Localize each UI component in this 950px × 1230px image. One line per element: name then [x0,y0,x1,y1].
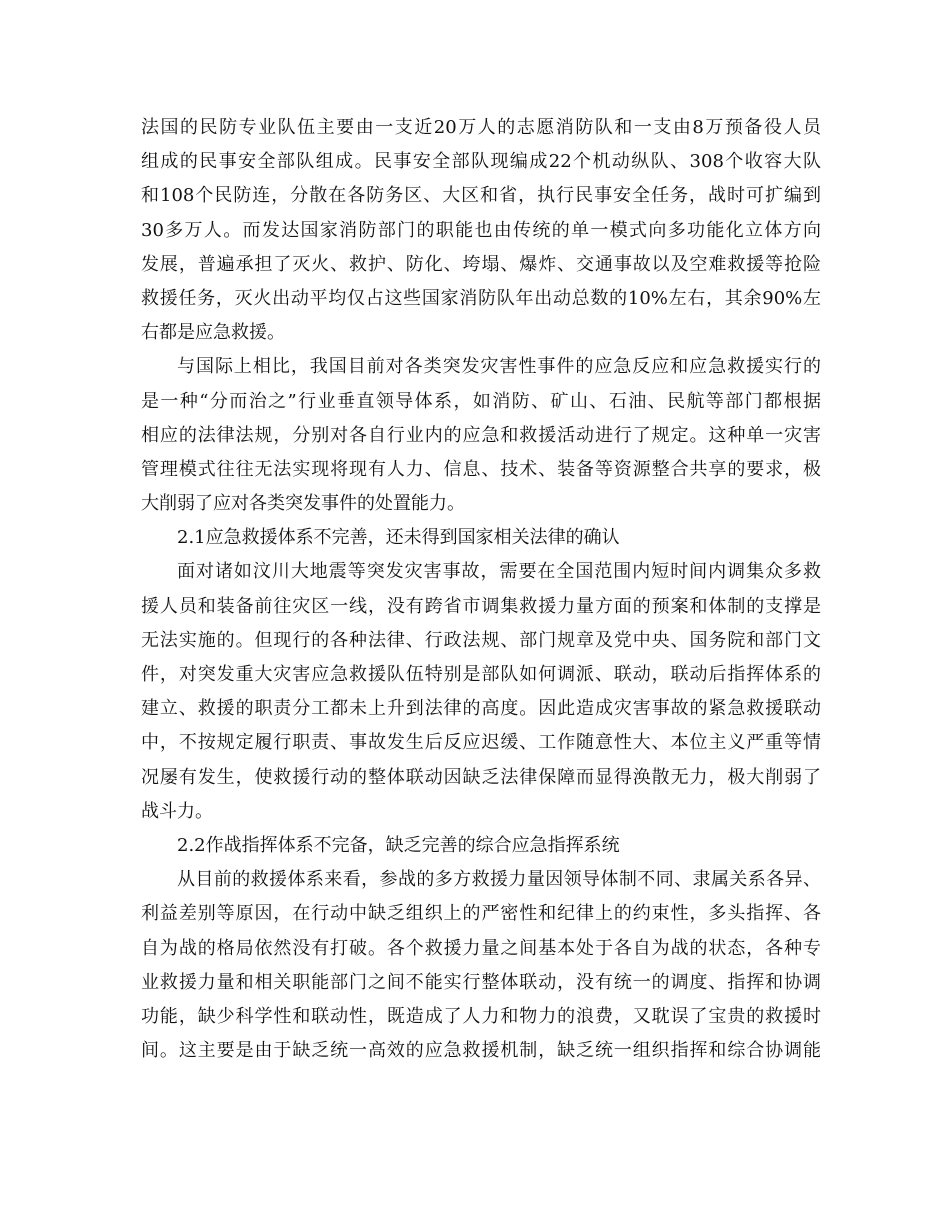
text-line: 件，对突发重大灾害应急救援队伍特别是部队如何调派、联动，联动后指挥体系的 [141,664,821,685]
text-line: 功能，缺少科学性和联动性，既造成了人力和物力的浪费，又耽误了宝贵的救援时 [141,1005,821,1027]
section-heading [141,521,821,555]
text-line: 利益差别等原因，在行动中缺乏组织上的严密性和纪律上的约束性，多头指挥、各 [141,903,821,925]
text-line: 况屡有发生，使救援行动的整体联动因缺乏法律保障而显得涣散无力，极大削弱了 [141,766,821,788]
section-heading [141,829,821,863]
text-line: 中，不按规定履行职责、事故发生后反应迟缓、工作随意性大、本位主义严重等情 [141,732,821,754]
text-line: 间。这主要是由于缺乏统一高效的应急救援机制，缺乏统一组织指挥和综合协调能 [141,1040,821,1062]
paragraph [141,350,821,521]
text-line: 面对诸如汶川大地震等突发灾害事故，需要在全国范围内短时间内调集众多救 [177,561,821,583]
text-line: 30多万人。而发达国家消防部门的职能也由传统的单一模式向多功能化立体方向 [141,219,821,241]
text-line: 业救援力量和相关职能部门之间不能实行整体联动，没有统一的调度、指挥和协调 [141,971,821,993]
text-line: 自为战的格局依然没有打破。各个救援力量之间基本处于各自为战的状态，各种专 [141,937,821,959]
text-line: 无法实施的。但现行的各种法律、行政法规、部门规章及党中央、国务院和部门文 [141,629,821,651]
text-line: 救援任务，灭火出动平均仅占这些国家消防队年出动总数的10%左右，其余90%左 [141,287,821,309]
text-line: 是一种“分而治之”行业垂直领导体系，如消防、矿山、石油、民航等部门都根据 [141,390,821,412]
text-line: 组成的民事安全部队组成。民事安全部队现编成22个机动纵队、308个收容大队 [141,151,821,173]
text-line: 与国际上相比，我国目前对各类突发灾害性事件的应急反应和应急救援实行的 [177,356,821,378]
section-heading-text: 2.1应急救援体系不完善，还未得到国家相关法律的确认 [177,527,620,549]
text-line: 法国的民防专业队伍主要由一支近20万人的志愿消防队和一支由8万预备役人员 [141,117,821,138]
text-line: 战斗力。 [141,800,213,822]
section-heading-text: 2.2作战指挥体系不完备，缺乏完善的综合应急指挥系统 [177,834,620,856]
paragraph [141,111,821,350]
text-line: 大削弱了应对各类突发事件的处置能力。 [141,493,465,515]
text-line: 相应的法律法规，分别对各自行业内的应急和救援活动进行了规定。这种单一灾害 [141,424,821,446]
document-page [141,111,821,1068]
text-line: 建立、救援的职责分工都未上升到法律的高度。因此造成灾害事故的紧急救援联动 [141,698,821,720]
text-line: 右都是应急救援。 [141,322,285,344]
text-line: 从目前的救援体系来看，参战的多方救援力量因领导体制不同、隶属关系各异、 [177,869,821,891]
text-line: 和108个民防连，分散在各防务区、大区和省，执行民事安全任务，战时可扩编到 [141,185,821,207]
text-line: 管理模式往往无法实现将现有人力、信息、技术、装备等资源整合共享的要求，极 [141,458,821,480]
paragraph [141,555,821,829]
text-line: 发展，普遍承担了灭火、救护、防化、垮塌、爆炸、交通事故以及空难救援等抢险 [141,253,821,275]
text-line: 援人员和装备前往灾区一线，没有跨省市调集救援力量方面的预案和体制的支撑是 [141,595,821,617]
paragraph [141,863,821,1068]
